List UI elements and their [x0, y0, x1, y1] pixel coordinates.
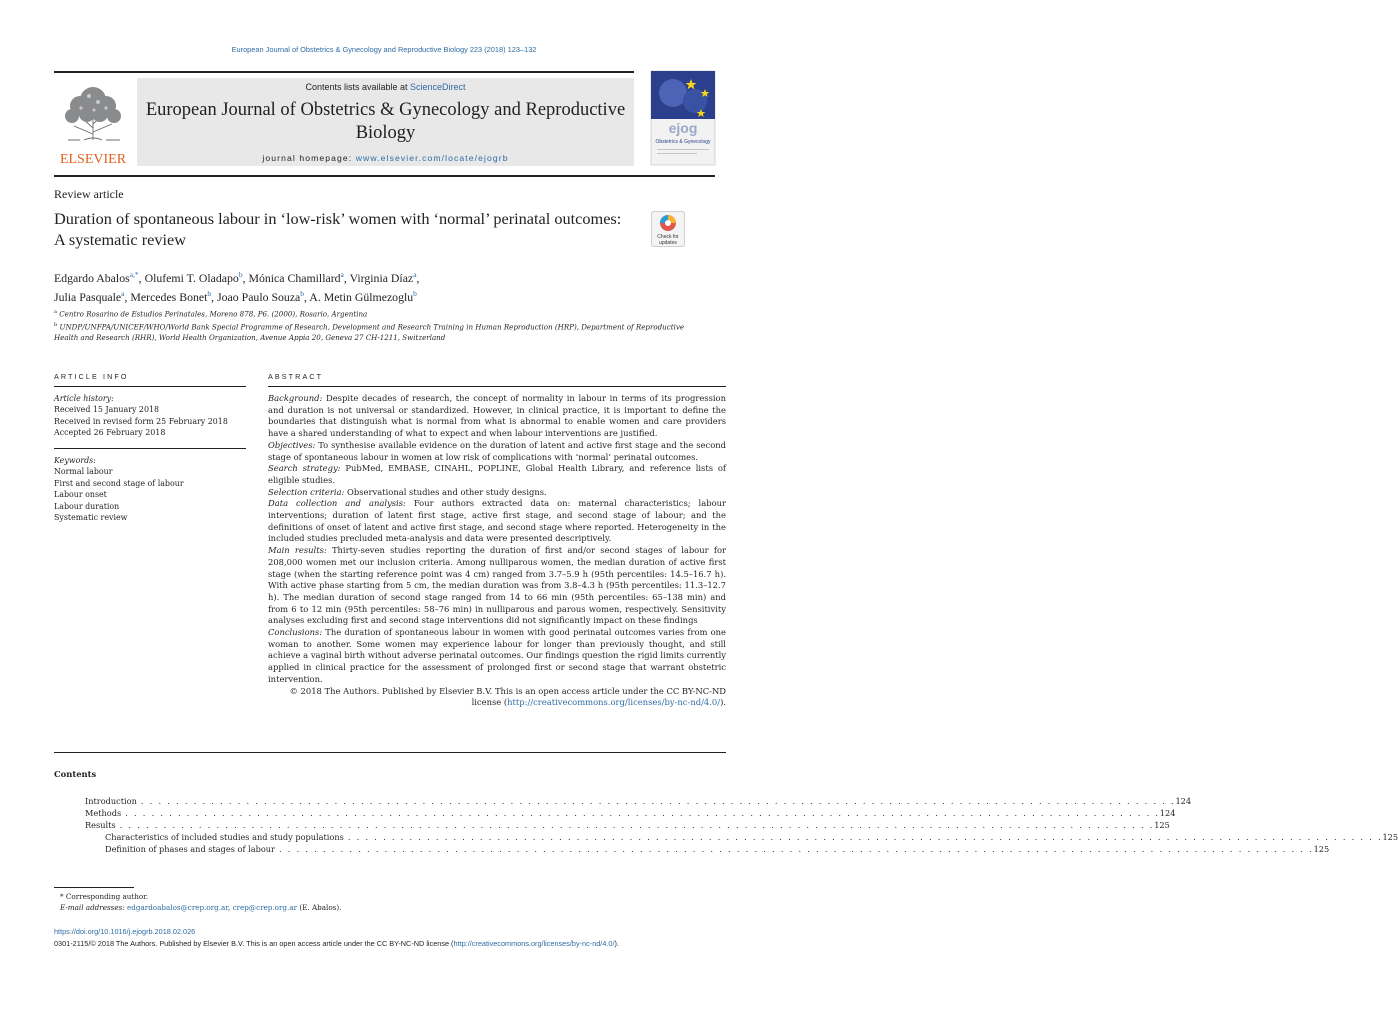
author-separator: , [343, 270, 350, 285]
history-item: Received in revised form 25 February 2018 [54, 416, 228, 426]
abstract-text: Observational studies and other study designs. [344, 486, 547, 497]
toc-label[interactable]: Results [85, 820, 116, 830]
abstract-selection-criteria [268, 487, 726, 499]
corresponding-author-note: * Corresponding author. [60, 892, 149, 901]
homepage-link[interactable]: www.elsevier.com/locate/ejogrb [355, 153, 509, 163]
abstract-text: Despite decades of research, the concept of normality in labour in terms of its progression and duration is not universal or standardized. However, in clinical practice, it is important to define the boundaries that distinguish what is normal from what is abnormal to enable women and care providers have a shared understanding of what to expect and when labour interventions are justified. [268, 393, 726, 439]
author-separator: , [242, 270, 249, 285]
article-title: Duration of spontaneous labour in ‘low-risk’ women with ‘normal’ perinatal outcomes: A systematic review [54, 209, 622, 249]
toc-leader: . . . . . . . . . . . . . . . . . . . . . . . . . . . . . . . . . . . . . . . . . . . . . . . . . . . . . . . . . . . . . . . . . . . . . . . . . . . . . . . . . . . . . . . . . . . . . . . . . . . . . . . . . . . . . . . . . . . . . . [278, 844, 1314, 854]
toc-item[interactable] [85, 807, 1176, 819]
email-suffix: (E. Abalos). [297, 903, 342, 912]
footnote-rule [54, 887, 134, 888]
toc-page: 124 [1159, 808, 1176, 818]
abstract-rule [268, 386, 726, 387]
toc-item[interactable] [85, 819, 1170, 831]
license-link[interactable]: http://creativecommons.org/licenses/by-nc-nd/4.0/ [453, 939, 615, 948]
toc-page: 125 [1382, 832, 1398, 842]
affiliation-mark: a [54, 309, 57, 315]
keyword-item: Normal labour [54, 467, 113, 477]
doi-link[interactable]: https://doi.org/10.1016/j.ejogrb.2018.02.026 [54, 927, 196, 936]
crossmark-line1: Check for [657, 234, 679, 240]
author-separator: , [304, 289, 310, 304]
contents-heading: Contents [54, 769, 97, 779]
article-info-heading: ARTICLE INFO [54, 372, 129, 381]
author-affiliation-mark[interactable]: b [413, 288, 417, 298]
check-for-updates-badge[interactable] [651, 211, 685, 247]
cover-title: Obstetrics & Gynecology [655, 139, 711, 145]
toc-label[interactable]: Definition of phases and stages of labour [105, 844, 275, 854]
license-line [54, 939, 734, 948]
author-affiliation-mark[interactable]: a [121, 288, 125, 298]
history-item: Received 15 January 2018 [54, 405, 160, 415]
article-type: Review article [54, 187, 124, 201]
abstract-label: Search strategy: [268, 463, 341, 474]
abstract-label: Selection criteria: [268, 486, 345, 497]
toc-subitem[interactable] [85, 831, 1398, 843]
license-text: 0301-2115/© 2018 The Authors. Published by Elsevier B.V. This is an open access article under the CC BY-NC-ND license ( [54, 939, 454, 948]
author-affiliation-mark[interactable]: a [413, 270, 417, 279]
svg-text:ejog: ejog [668, 120, 698, 136]
table-of-contents [85, 795, 1398, 855]
keywords [54, 455, 246, 523]
toc-leader: . . . . . . . . . . . . . . . . . . . . . . . . . . . . . . . . . . . . . . . . . . . . . . . . . . . . . . . . . . . . . . . . . . . . . . . . . . . . . . . . . . . . . . . . . . . . . . . . . . . . . . . . . . . . . . . . . . . . . . [125, 808, 1160, 818]
author-separator: , [416, 270, 420, 285]
abstract-data-collection [268, 498, 726, 545]
copyright-end: ). [720, 697, 726, 708]
author-list [54, 267, 674, 305]
journal-title: European Journal of Obstetrics & Gynecology and Reproductive Biology [145, 100, 626, 143]
author-name[interactable]: A. Metin Gülmezoglu [309, 289, 414, 304]
author-separator: , [124, 289, 131, 304]
toc-page: 125 [1154, 820, 1170, 830]
author-name[interactable]: Mercedes Bonet [130, 289, 208, 304]
abstract-text: The duration of spontaneous labour in women with good perinatal outcomes varies from one woman to another. Some women may experience labour for longer than previously thought, and still achieve a vaginal birth without adverse perinatal outcomes. Our findings question the rigid limits currently applied in clinical practice for the assessment of prolonged first or second stage that warrant obstetric intervention. [268, 627, 726, 684]
keyword-item: Systematic review [54, 513, 128, 523]
abstract-label: Conclusions: [268, 627, 323, 638]
abstract-bottom-rule [54, 752, 726, 753]
email-link[interactable]: crep@crep.org.ar [232, 903, 298, 912]
crossmark-line2: updates [659, 240, 677, 246]
abstract-main-results [268, 545, 726, 627]
abstract-label: Background: [268, 393, 323, 403]
sciencedirect-link[interactable]: ScienceDirect [410, 82, 466, 92]
journal-homepage [137, 153, 634, 163]
abstract-copyright [268, 686, 726, 709]
journal-cover-image[interactable] [651, 71, 715, 165]
author-affiliation-mark[interactable]: a [340, 270, 344, 279]
affiliation-item [54, 320, 694, 344]
email-label: E-mail addresses: [60, 903, 125, 912]
author-separator: , [138, 270, 145, 285]
abstract-label: Data collection and analysis: [268, 498, 406, 509]
author-name[interactable]: Joao Paulo Souza [217, 289, 301, 304]
copyright-text: © 2018 The Authors. Published by Elsevier B.V. This is an open access article under the CC BY-NC-ND license ( [289, 685, 726, 708]
abstract-text: PubMed, EMBASE, CINAHL, POPLINE, Global Health Library, and reference lists of eligible studies. [268, 463, 726, 485]
corresponding-author-footnote [60, 891, 720, 913]
affiliations [54, 307, 694, 344]
article-history [54, 393, 246, 439]
toc-label[interactable]: Characteristics of included studies and study populations [105, 832, 344, 842]
abstract-search-strategy [268, 463, 726, 486]
abstract-body [268, 393, 726, 709]
keywords-rule [54, 448, 246, 449]
toc-leader: . . . . . . . . . . . . . . . . . . . . . . . . . . . . . . . . . . . . . . . . . . . . . . . . . . . . . . . . . . . . . . . . . . . . . . . . . . . . . . . . . . . . . . . . . . . . . . . . . . . . . . . . . . . . . . . . . . . . . . [347, 832, 1383, 842]
author-name[interactable]: Virginia Díaz [349, 270, 414, 285]
contents-prefix: Contents lists available at [305, 82, 411, 92]
abstract-objectives [268, 440, 726, 463]
author-name[interactable]: Mónica Chamillard [248, 270, 341, 285]
toc-leader: . . . . . . . . . . . . . . . . . . . . . . . . . . . . . . . . . . . . . . . . . . . . . . . . . . . . . . . . . . . . . . . . . . . . . . . . . . . . . . . . . . . . . . . . . . . . . . . . . . . . . . . . . . . . . . . . . . . . . . [119, 820, 1155, 830]
license-link[interactable]: http://creativecommons.org/licenses/by-nc-nd/4.0/ [507, 697, 721, 708]
abstract-label: Main results: [268, 545, 327, 556]
elsevier-tree-logo [54, 78, 132, 166]
keywords-label: Keywords: [54, 456, 96, 465]
author-affiliation-mark[interactable]: a,* [129, 270, 139, 279]
masthead-rule-bottom [54, 175, 715, 177]
email-link[interactable]: edgardoabalos@crep.org.ar [127, 903, 228, 912]
homepage-label: journal homepage: [262, 153, 356, 163]
masthead-rule-top [54, 71, 634, 73]
keyword-item: Labour duration [54, 501, 120, 511]
email-line: E-mail addresses: edgardoabalos@crep.org.ar, crep@crep.org.ar (E. Abalos). [60, 903, 342, 912]
affiliation-mark: b [54, 321, 58, 328]
abstract-heading: ABSTRACT [268, 372, 324, 381]
author-name[interactable]: Julia Pasquale [54, 289, 122, 304]
history-label: Article history: [54, 394, 114, 403]
abstract-label: Objectives: [268, 439, 316, 450]
toc-leader: . . . . . . . . . . . . . . . . . . . . . . . . . . . . . . . . . . . . . . . . . . . . . . . . . . . . . . . . . . . . . . . . . . . . . . . . . . . . . . . . . . . . . . . . . . . . . . . . . . . . . . . . . . . . . . . . . . . . . . [140, 796, 1176, 806]
article-info-rule [54, 386, 246, 387]
author-affiliation-mark[interactable]: b [238, 270, 243, 279]
publisher-name: ELSEVIER [59, 152, 127, 167]
toc-page: 125 [1313, 844, 1330, 854]
author-affiliation-mark[interactable]: b [207, 288, 212, 298]
abstract-text: Thirty-seven studies reporting the duration of first and/or second stages of labour for 208,000 women met our inclusion criteria. Among nulliparous women, the median duration of active first stage (when the starting reference point was 4 cm) ranged from 3.7–5.9 h (95th percentiles: 14.5–16.7 h). With active phase starting from 5 cm, the median duration was from 3.8–4.3 h (95th percentiles: 11.3–12.7 h). The median duration of second stage ranged from 14 to 66 min (95th percentiles: 65–138 min) and from 6 to 12 min (95th percentiles: 58–76 min) in nulliparous and parous women, respectively. Sensitivity analyses excluding first and second stage interventions did not significantly impact on these findings [268, 545, 726, 626]
affiliation-text: UNDP/UNFPA/UNICEF/WHO/World Bank Special Programme of Research, Development and Research Training in Human Reproduction (HRP), Department of Reproductive Health and Research (RHR), World Health Organization, Avenue Appia 20, Geneva 27 CH-1211, Switzerland [54, 322, 685, 343]
abstract-background [268, 393, 726, 440]
contents-available [137, 82, 634, 92]
author-separator: , [211, 289, 218, 304]
affiliation-item [54, 307, 694, 320]
toc-page: 124 [1175, 796, 1192, 806]
author-affiliation-mark[interactable]: b [300, 288, 305, 298]
abstract-conclusions [268, 627, 726, 686]
keyword-item: First and second stage of labour [54, 478, 184, 488]
toc-subitem[interactable] [85, 843, 1330, 855]
history-item: Accepted 26 February 2018 [54, 428, 166, 438]
abstract-text: Four authors extracted data on: maternal characteristics; labour interventions; duration of latent first stage, active first stage, and second stage of labour; and the definitions of onset of latent and active first stage, and second stage where reported. Heterogeneity in the included studies precluded meta-analysis and data were presented descriptively. [268, 498, 727, 544]
abstract-text: To synthesise available evidence on the duration of latent and active first stage and the second stage of spontaneous labour in women at low risk of complications with ‘normal’ perinatal outcomes. [268, 439, 726, 462]
keyword-item: Labour onset [54, 490, 107, 500]
affiliation-text: Centro Rosarino de Estudios Perinatales, Moreno 878, P6. (2000), Rosario, Argentina [59, 309, 368, 319]
toc-item[interactable] [85, 795, 1192, 807]
toc-label[interactable]: Methods [85, 808, 122, 818]
author-name[interactable]: Edgardo Abalos [54, 270, 130, 285]
license-end: ). [614, 939, 619, 948]
journal-citation[interactable]: European Journal of Obstetrics & Gynecology and Reproductive Biology 223 (2018) 123–132 [231, 45, 537, 54]
author-name[interactable]: Olufemi T. Oladapo [144, 270, 239, 285]
toc-label[interactable]: Introduction [85, 796, 137, 806]
